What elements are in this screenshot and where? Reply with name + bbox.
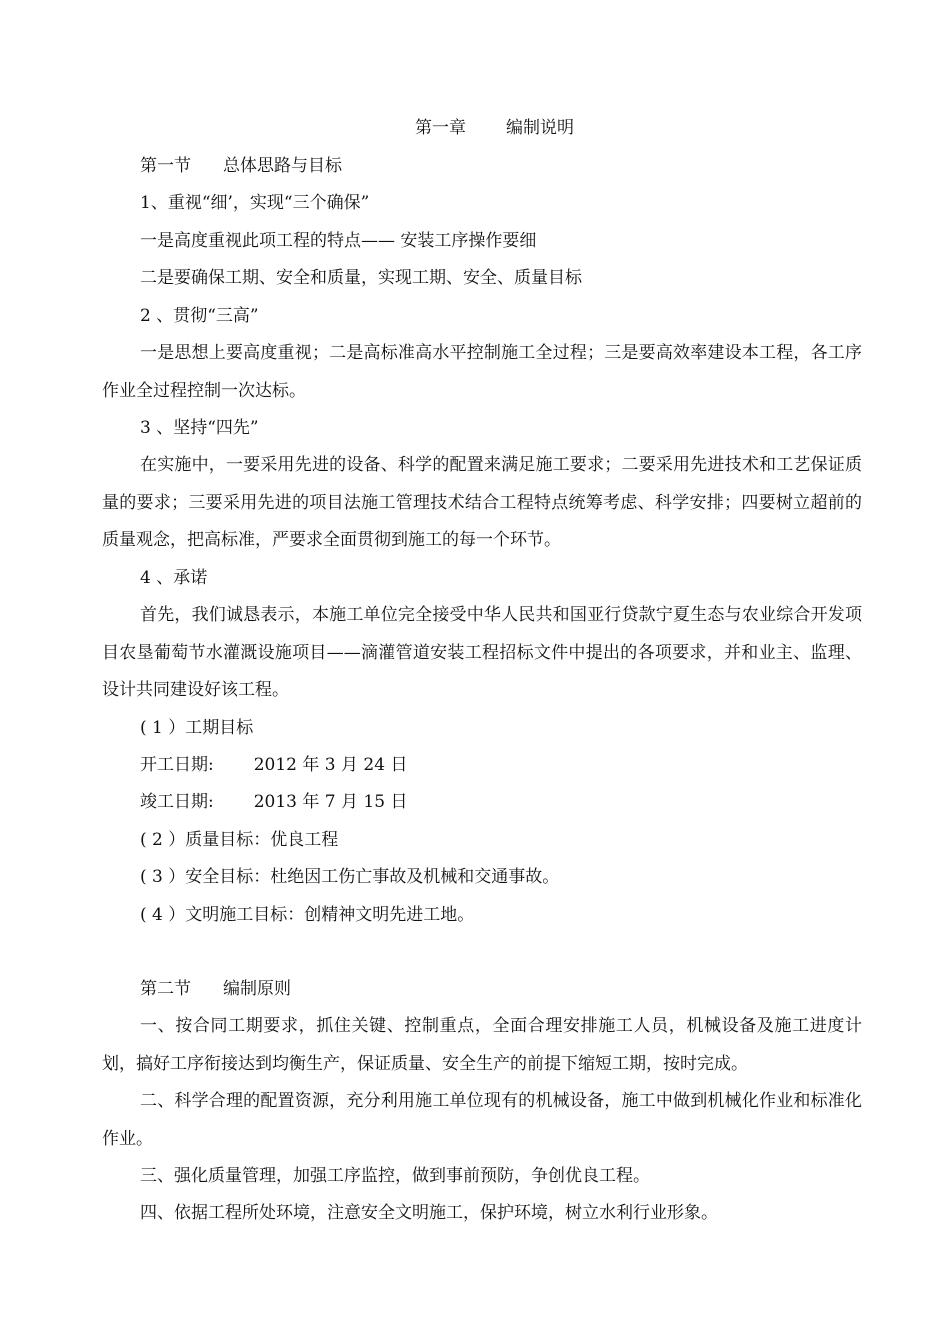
item-1-heading: 1、重视“细’，实现“三个确保” bbox=[140, 193, 370, 213]
start-date-value: 2012 年 3 月 24 日 bbox=[253, 755, 408, 775]
item-2-paragraph: 一是思想上要高度重视；二是高标准高水平控制施工全过程；三是要高效率建设本工程，各工序作业全过程控制一次达标。 bbox=[102, 343, 862, 401]
safety-goal: ( 3 ）安全目标：杜绝因工伤亡事故及机械和交通事故。 bbox=[140, 867, 560, 887]
section-title: 编制原则 bbox=[223, 979, 291, 999]
section-title: 总体思路与目标 bbox=[223, 156, 342, 176]
start-date-row bbox=[140, 754, 540, 776]
principle-2: 二、科学合理的配置资源，充分利用施工单位现有的机械设备，施工中做到机械化作业和标准化作业。 bbox=[102, 1091, 862, 1149]
item-3-paragraph: 在实施中，一要采用先进的设备、科学的配置来满足施工要求；二要采用先进技术和工艺保证质量的要求；三要采用先进的项目法施工管理技术结合工程特点统筹考虑、科学安排；四要树立超前的质量观念，把高标准，严要求全面贯彻到施工的每一个环节。 bbox=[102, 455, 862, 550]
item-2-heading: 2 、贯彻“三高” bbox=[140, 306, 259, 326]
civil-construction-goal: ( 4 ）文明施工目标：创精神文明先进工地。 bbox=[140, 905, 475, 925]
section-number: 第二节 bbox=[140, 979, 191, 999]
item-4-paragraph: 首先，我们诚恳表示，本施工单位完全接受中华人民共和国亚行贷款宁夏生态与农业综合开发项目农垦葡萄节水灌溉设施项目——滴灌管道安装工程招标文件中提出的各项要求，并和业主、监理、设计共同建设好该工程。 bbox=[102, 605, 862, 700]
chapter-number: 第一章 bbox=[415, 118, 466, 138]
item-1-line-2: 二是要确保工期、安全和质量，实现工期、安全、质量目标 bbox=[140, 268, 582, 288]
chapter-heading bbox=[415, 117, 715, 139]
item-1-line-1: 一是高度重视此项工程的特点—— 安装工序操作要细 bbox=[140, 231, 537, 251]
end-date-label: 竣工日期: bbox=[140, 792, 214, 812]
end-date-value: 2013 年 7 月 15 日 bbox=[253, 792, 408, 812]
principle-4: 四、依据工程所处环境，注意安全文明施工，保护环境，树立水利行业形象。 bbox=[140, 1203, 718, 1223]
quality-goal: ( 2 ）质量目标：优良工程 bbox=[140, 830, 339, 850]
schedule-goal-heading: ( 1 ）工期目标 bbox=[140, 718, 254, 738]
principle-3: 三、强化质量管理，加强工序监控，做到事前预防，争创优良工程。 bbox=[140, 1166, 650, 1186]
principle-1: 一、按合同工期要求，抓住关键、控制重点，全面合理安排施工人员，机械设备及施工进度计划，搞好工序衔接达到均衡生产，保证质量、安全生产的前提下缩短工期，按时完成。 bbox=[102, 1016, 862, 1074]
section-number: 第一节 bbox=[140, 156, 191, 176]
start-date-label: 开工日期: bbox=[140, 755, 214, 775]
item-4-heading: 4 、承诺 bbox=[140, 568, 208, 588]
section-heading-1 bbox=[140, 155, 540, 177]
end-date-row bbox=[140, 791, 540, 813]
item-3-heading: 3 、坚持“四先” bbox=[140, 418, 259, 438]
section-heading-2 bbox=[140, 978, 540, 1000]
chapter-title: 编制说明 bbox=[506, 118, 574, 138]
